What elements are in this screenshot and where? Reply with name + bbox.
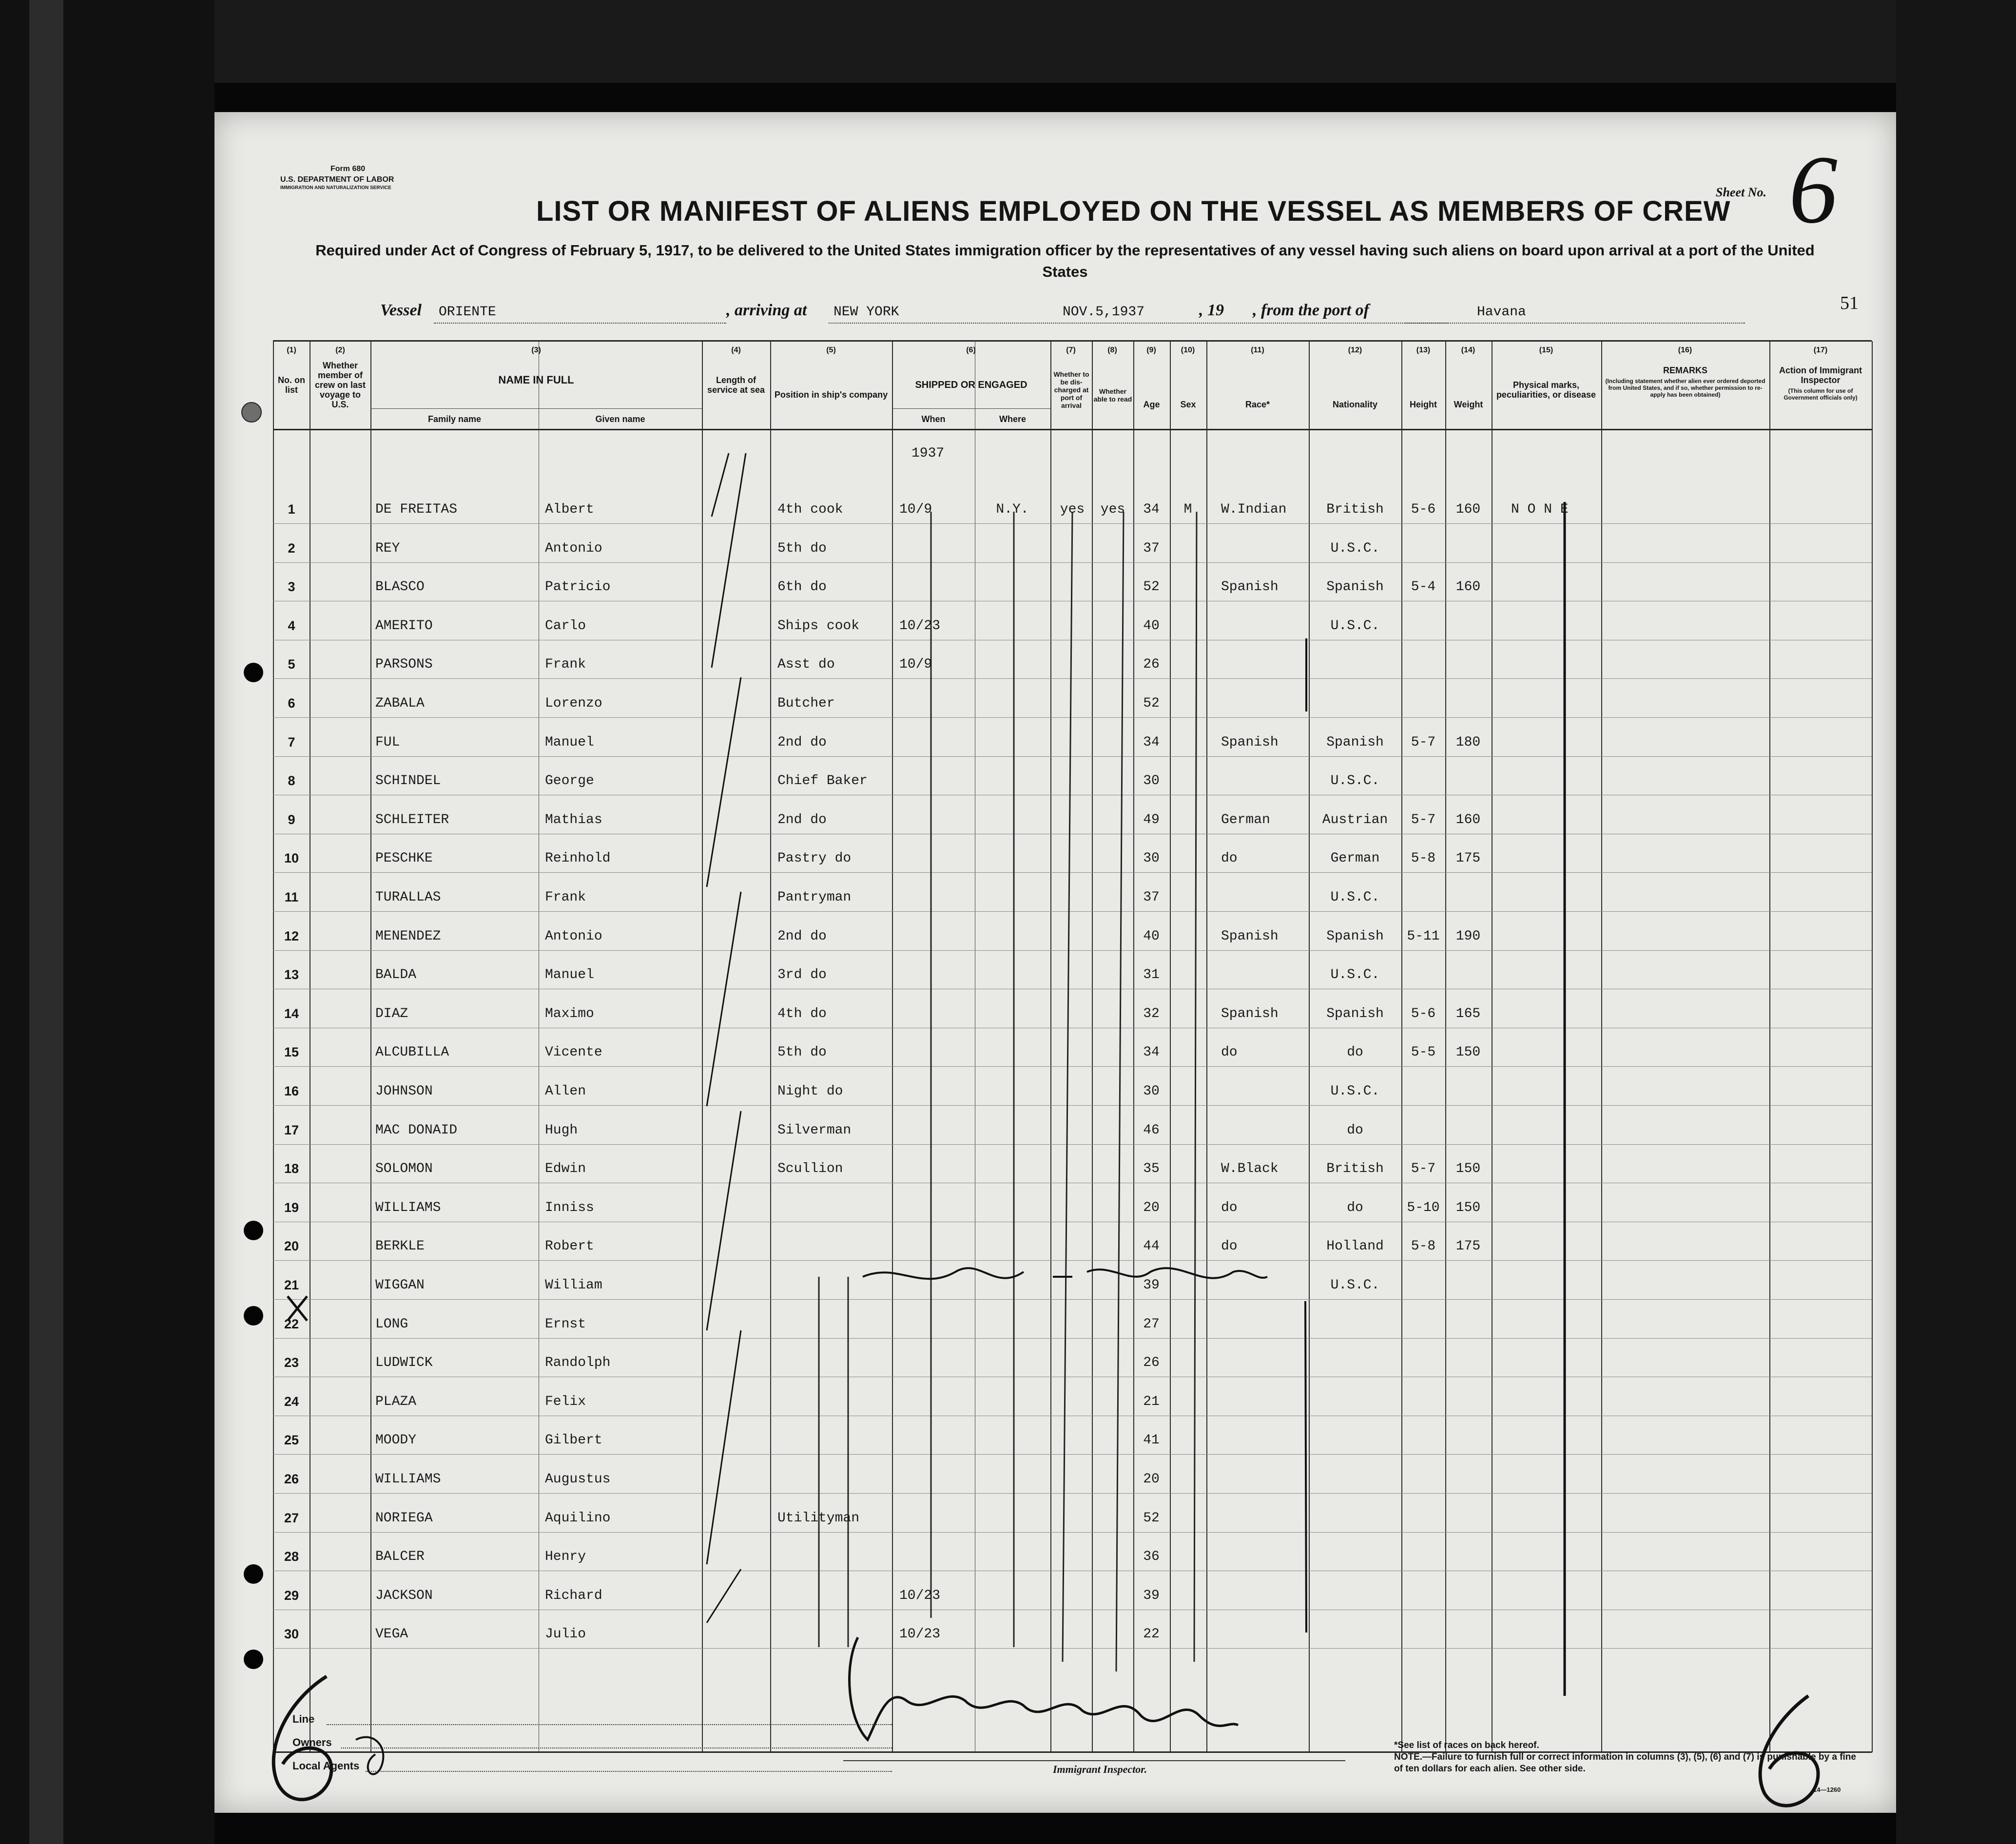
age: 39 [1143,1588,1160,1603]
header-height: Height [1410,400,1437,409]
inspector-signature [850,1637,1238,1740]
family-name: DE FREITAS [375,502,458,517]
nationality: Spanish [1326,734,1384,750]
weight: 160 [1455,812,1481,827]
given-name: Lorenzo [545,696,602,711]
given-name: Allen [545,1084,586,1099]
row-number: 22 [284,1316,299,1331]
position: 2nd do [777,928,827,944]
colnum-7: (7) [1066,346,1076,354]
row-number: 2 [288,540,295,556]
header-inspector-action: Action of Immigrant Inspector [1779,365,1862,385]
physical-marks: N O N E [1511,502,1569,517]
row-number: 3 [288,579,295,595]
given-name: George [545,773,594,789]
height: 5-6 [1411,502,1436,517]
header-family-name: Family name [427,414,482,424]
header-nationality: Nationality [1332,400,1377,409]
nationality: do [1347,1122,1363,1138]
race: do [1221,1200,1238,1215]
family-name: WILLIAMS [375,1472,441,1487]
age: 20 [1143,1200,1160,1215]
nationality: U.S.C. [1330,967,1380,983]
nationality: U.S.C. [1330,540,1380,556]
given-name: Inniss [545,1200,594,1215]
document-subtitle: Required under Act of Congress of February 5, 1917, to be delivered to the United States immigration officer by the representatives of any vessel having such aliens on board upon arrival at a port of the United States [315,242,1815,280]
able-to-read: yes [1100,502,1125,517]
race: do [1221,1239,1238,1254]
binder-hole [244,1306,263,1325]
age: 35 [1143,1161,1160,1177]
family-name: SCHINDEL [375,773,441,789]
colnum-16: (16) [1678,346,1692,354]
weight: 150 [1455,1200,1481,1215]
line-fill [327,1724,892,1725]
row-number: 24 [284,1394,299,1409]
family-name: TURALLAS [375,890,441,905]
nationality: do [1347,1045,1363,1060]
weight: 150 [1455,1045,1481,1060]
given-name: Patricio [545,579,611,595]
owners-mark [356,1737,383,1774]
given-name: Gilbert [545,1433,602,1448]
family-name: MOODY [375,1433,417,1448]
row-number: 19 [284,1200,299,1215]
header-inspector-note: (This column for use of Government officials only) [1783,387,1858,401]
given-name: Robert [545,1239,594,1254]
height: 5-7 [1411,1161,1436,1177]
age: 37 [1143,540,1160,556]
age: 41 [1143,1433,1160,1448]
binder-hole [244,1564,263,1584]
binder-hole [244,1221,263,1240]
sex: M [1183,502,1192,517]
row-number: 16 [284,1084,299,1098]
age: 49 [1143,812,1160,827]
family-name: VEGA [375,1627,408,1642]
colnum-5: (5) [826,346,836,354]
weight: 150 [1455,1161,1481,1177]
family-name: SCHLEITER [375,812,449,827]
read-ditto-line [1116,512,1124,1671]
discharged: yes [1060,502,1085,517]
arrival-date: NOV.5,1937 [1063,305,1145,320]
age: 39 [1143,1278,1160,1293]
weight: 160 [1455,502,1481,517]
vessel-label: Vessel [380,301,422,319]
row-number: 18 [284,1161,299,1176]
nationality: Spanish [1326,579,1384,595]
family-name: BALCER [375,1549,425,1565]
family-name: DIAZ [375,1006,408,1021]
row-number: 1 [288,502,295,517]
weight: 190 [1455,928,1481,944]
family-name: FUL [375,734,400,750]
age: 46 [1143,1122,1160,1138]
form-number: Form 680 [330,165,366,173]
vessel-name: ORIENTE [439,305,496,320]
year-label: , 19 [1199,301,1224,319]
nationality: Holland [1326,1239,1384,1254]
position: Pastry do [777,851,852,866]
family-name: AMERITO [375,618,433,634]
header-length-of-service: Length of service at sea [707,375,765,395]
scan-background-right [1896,0,2016,1844]
race-footnote: *See list of races on back hereof. [1394,1740,1539,1750]
height: 5-7 [1411,734,1436,750]
row-number: 15 [284,1045,299,1060]
race: do [1221,851,1238,866]
inspector-signature-line [843,1760,1345,1761]
colnum-11: (11) [1251,346,1264,354]
nationality: U.S.C. [1330,618,1380,634]
race: Spanish [1221,734,1279,750]
nationality: Spanish [1326,928,1384,944]
weight: 175 [1455,851,1481,866]
weight: 175 [1455,1239,1481,1254]
header-where: Where [999,414,1026,424]
penalty-note: NOTE.—Failure to furnish full or correct information in columns (3), (5), (6) and (7) is punishable by a fine of ten dollars for each alien. See other side. [1394,1752,1856,1774]
nationality: U.S.C. [1330,890,1380,905]
family-name: LONG [375,1316,408,1332]
scullion-annotation [863,1268,1267,1279]
header-physical-marks: Physical marks, peculiarities, or disease [1496,380,1596,400]
given-name: Vicente [545,1045,602,1060]
race: Spanish [1221,928,1279,944]
row-number: 29 [284,1588,299,1603]
given-name: Maximo [545,1006,594,1021]
service-check-marks [707,453,746,1623]
colnum-3: (3) [531,346,541,354]
position: Chief Baker [777,773,868,789]
row-19-cross [288,1296,307,1321]
family-name: JOHNSON [375,1084,433,1099]
given-name: Antonio [545,928,602,944]
family-name: WILLIAMS [375,1200,441,1215]
race: W.Indian [1221,502,1287,517]
age: 44 [1143,1239,1160,1254]
nationality: British [1326,1161,1384,1177]
position: Utilityman [777,1510,860,1526]
family-name: PLAZA [375,1394,417,1409]
age: 26 [1143,1355,1160,1371]
row-number: 6 [288,696,295,711]
position: 6th do [777,579,827,595]
family-name: JACKSON [375,1588,433,1603]
family-name: BLASCO [375,579,425,595]
document-title: LIST OR MANIFEST OF ALIENS EMPLOYED ON THE VESSEL AS MEMBERS OF CREW [536,195,1731,227]
age: 22 [1143,1627,1160,1642]
given-name: William [545,1278,602,1293]
nationality: Spanish [1326,1006,1384,1021]
row-number: 12 [284,928,299,943]
race: Spanish [1221,1006,1279,1021]
given-name: Albert [545,502,594,517]
height: 5-10 [1407,1200,1440,1215]
family-name: BALDA [375,967,417,983]
height: 5-11 [1407,928,1440,944]
weight: 160 [1455,579,1481,595]
row-number: 20 [284,1239,299,1254]
header-shipped-engaged: SHIPPED OR ENGAGED [915,380,1027,390]
page-stamp: 51 [1840,293,1859,313]
age: 30 [1143,1084,1160,1099]
position: Ships cook [777,618,860,634]
position: 4th cook [777,502,843,517]
header-remarks: REMARKS [1663,365,1707,375]
scan-binding-strip [29,0,63,1844]
family-name: NORIEGA [375,1510,433,1526]
family-name: LUDWICK [375,1355,433,1371]
age: 52 [1143,696,1160,711]
header-given-name: Given name [595,414,645,424]
family-name: MAC DONAID [375,1122,458,1138]
height: 5-4 [1411,579,1436,595]
colnum-10: (10) [1181,346,1195,354]
arrival-port: NEW YORK [834,305,899,320]
height: 5-8 [1411,1239,1436,1254]
header-when: When [921,414,946,424]
position: 5th do [777,540,827,556]
age: 52 [1143,579,1160,595]
shipped-when: 10/23 [899,1627,941,1642]
header-sex: Sex [1180,400,1196,409]
position: Pantryman [777,890,852,905]
header-discharged: Whether to be dis-charged at port of arrival [1053,370,1089,409]
family-name: PARSONS [375,657,433,672]
position: 2nd do [777,734,827,750]
age: 36 [1143,1549,1160,1565]
handwritten-marks [214,112,1896,1813]
row-number: 25 [284,1433,299,1448]
height: 5-7 [1411,812,1436,827]
age: 40 [1143,928,1160,944]
nationality: U.S.C. [1330,773,1380,789]
row-number: 17 [284,1122,299,1137]
race: German [1221,812,1270,827]
given-name: Henry [545,1549,586,1565]
row-number: 7 [288,734,295,749]
given-name: Reinhold [545,851,611,866]
age: 21 [1143,1394,1160,1409]
row-number: 8 [288,773,295,788]
weight: 180 [1455,734,1481,750]
position: Scullion [777,1161,843,1177]
given-name: Frank [545,657,586,672]
position: Silverman [777,1122,852,1138]
family-name: REY [375,540,400,556]
position: 5th do [777,1045,827,1060]
given-name: Edwin [545,1161,586,1177]
sheet-label: Sheet No. [1716,185,1766,199]
colnum-17: (17) [1813,346,1828,354]
age: 37 [1143,890,1160,905]
shipped-when: 10/9 [899,502,932,517]
header-age: Age [1143,400,1160,409]
scan-background-top [0,0,2016,83]
weight: 165 [1455,1006,1481,1021]
owners-label: Owners [292,1736,332,1748]
row-number: 26 [284,1472,299,1486]
header-name-in-full: NAME IN FULL [498,374,574,386]
local-agents-label: Local Agents [292,1760,360,1772]
discharge-ditto-line [1063,512,1072,1662]
header-able-to-read: Whether able to read [1093,387,1132,403]
service-name: IMMIGRATION AND NATURALIZATION SERVICE [280,185,391,191]
row-number: 28 [284,1549,299,1564]
nationality: German [1330,851,1380,866]
given-name: Manuel [545,734,594,750]
nationality: do [1347,1200,1363,1215]
line-label: Line [292,1713,315,1725]
row-number: 4 [288,618,295,633]
row-number: 27 [284,1510,299,1525]
age: 32 [1143,1006,1160,1021]
header-remarks-note: (Including statement whether alien ever ordered deported from United States, and if so, whether permission to re-apply has been obtained) [1605,378,1765,398]
row-number: 14 [284,1006,299,1021]
position: Butcher [777,696,835,711]
sheet-number: 6 [1789,136,1838,244]
age: 31 [1143,967,1160,983]
age: 34 [1143,1045,1160,1060]
given-name: Antonio [545,540,602,556]
shipped-when: 10/23 [899,618,941,634]
age: 30 [1143,851,1160,866]
nationality: U.S.C. [1330,1084,1380,1099]
family-name: MENENDEZ [375,928,441,944]
inspector-label: Immigrant Inspector. [1053,1763,1147,1775]
header-last-voyage: Whether member of crew on last voyage to U.S. [314,361,366,409]
shipped-when: 10/9 [899,657,932,672]
given-name: Hugh [545,1122,578,1138]
family-name: BERKLE [375,1239,425,1254]
row-number: 30 [284,1627,299,1642]
colnum-6: (6) [966,346,976,354]
shipped-where: N.Y. [996,502,1029,517]
colnum-1: (1) [287,346,296,354]
binder-hole [241,402,262,423]
from-label: , from the port of [1253,301,1369,319]
row-number: 5 [288,657,295,672]
row-number: 13 [284,967,299,982]
age: 34 [1143,734,1160,750]
row-number: 11 [284,890,299,904]
given-name: Manuel [545,967,594,983]
race: W.Black [1221,1161,1279,1177]
given-name: Augustus [545,1472,611,1487]
year-entry: 1937 [911,446,945,461]
header-no-on-list: No. on list [278,375,305,395]
column-12-ditto-line-lower [1305,1301,1306,1633]
given-name: Felix [545,1394,586,1409]
header-position: Position in ship's company [774,390,888,400]
agents-fill [366,1771,892,1772]
position: Night do [777,1084,843,1099]
family-name: WIGGAN [375,1278,425,1293]
row-number: 10 [284,851,299,866]
position: 4th do [777,1006,827,1021]
age: 52 [1143,1510,1160,1526]
race: Spanish [1221,579,1279,595]
nationality: U.S.C. [1330,1278,1380,1293]
position: Asst do [777,657,835,672]
row-number: 9 [288,812,295,827]
footnotes [1394,1740,1862,1775]
given-name: Julio [545,1627,586,1642]
given-name: Frank [545,890,586,905]
height: 5-6 [1411,1006,1436,1021]
family-name: PESCHKE [375,851,433,866]
nationality: Austrian [1322,812,1388,827]
colnum-9: (9) [1146,346,1156,354]
manifest-page [214,112,1896,1813]
binder-hole [244,663,263,682]
binder-hole [244,1650,263,1669]
given-name: Ernst [545,1316,586,1332]
family-name: SOLOMON [375,1161,433,1177]
colnum-13: (13) [1416,346,1431,354]
family-name: ZABALA [375,696,425,711]
sex-ditto-line [1194,512,1197,1662]
age: 26 [1143,657,1160,672]
age: 40 [1143,618,1160,634]
given-name: Mathias [545,812,602,827]
age: 20 [1143,1472,1160,1487]
row-number: 21 [284,1278,299,1292]
age: 34 [1143,502,1160,517]
given-name: Carlo [545,618,586,634]
height: 5-5 [1411,1045,1436,1060]
height: 5-8 [1411,851,1436,866]
race: do [1221,1045,1238,1060]
row-number: 23 [284,1355,299,1370]
form-code: 14—1260 [1813,1786,1841,1793]
family-name: ALCUBILLA [375,1045,449,1060]
age: 30 [1143,773,1160,789]
arriving-label: , arriving at [726,301,807,319]
colnum-12: (12) [1348,346,1362,354]
header-race: Race* [1245,400,1270,409]
given-name: Richard [545,1588,602,1603]
colnum-8: (8) [1107,346,1117,354]
age: 27 [1143,1316,1160,1332]
given-name: Randolph [545,1355,611,1371]
given-name: Aquilino [545,1510,611,1526]
position: 2nd do [777,812,827,827]
departure-port: Havana [1477,305,1526,320]
department-name: U.S. DEPARTMENT OF LABOR [280,175,394,184]
nationality: British [1326,502,1384,517]
position: 3rd do [777,967,827,983]
shipped-when: 10/23 [899,1588,941,1603]
header-weight: Weight [1454,400,1483,409]
colnum-14: (14) [1461,346,1475,354]
colnum-4: (4) [731,346,741,354]
colnum-2: (2) [335,346,345,354]
colnum-15: (15) [1539,346,1553,354]
